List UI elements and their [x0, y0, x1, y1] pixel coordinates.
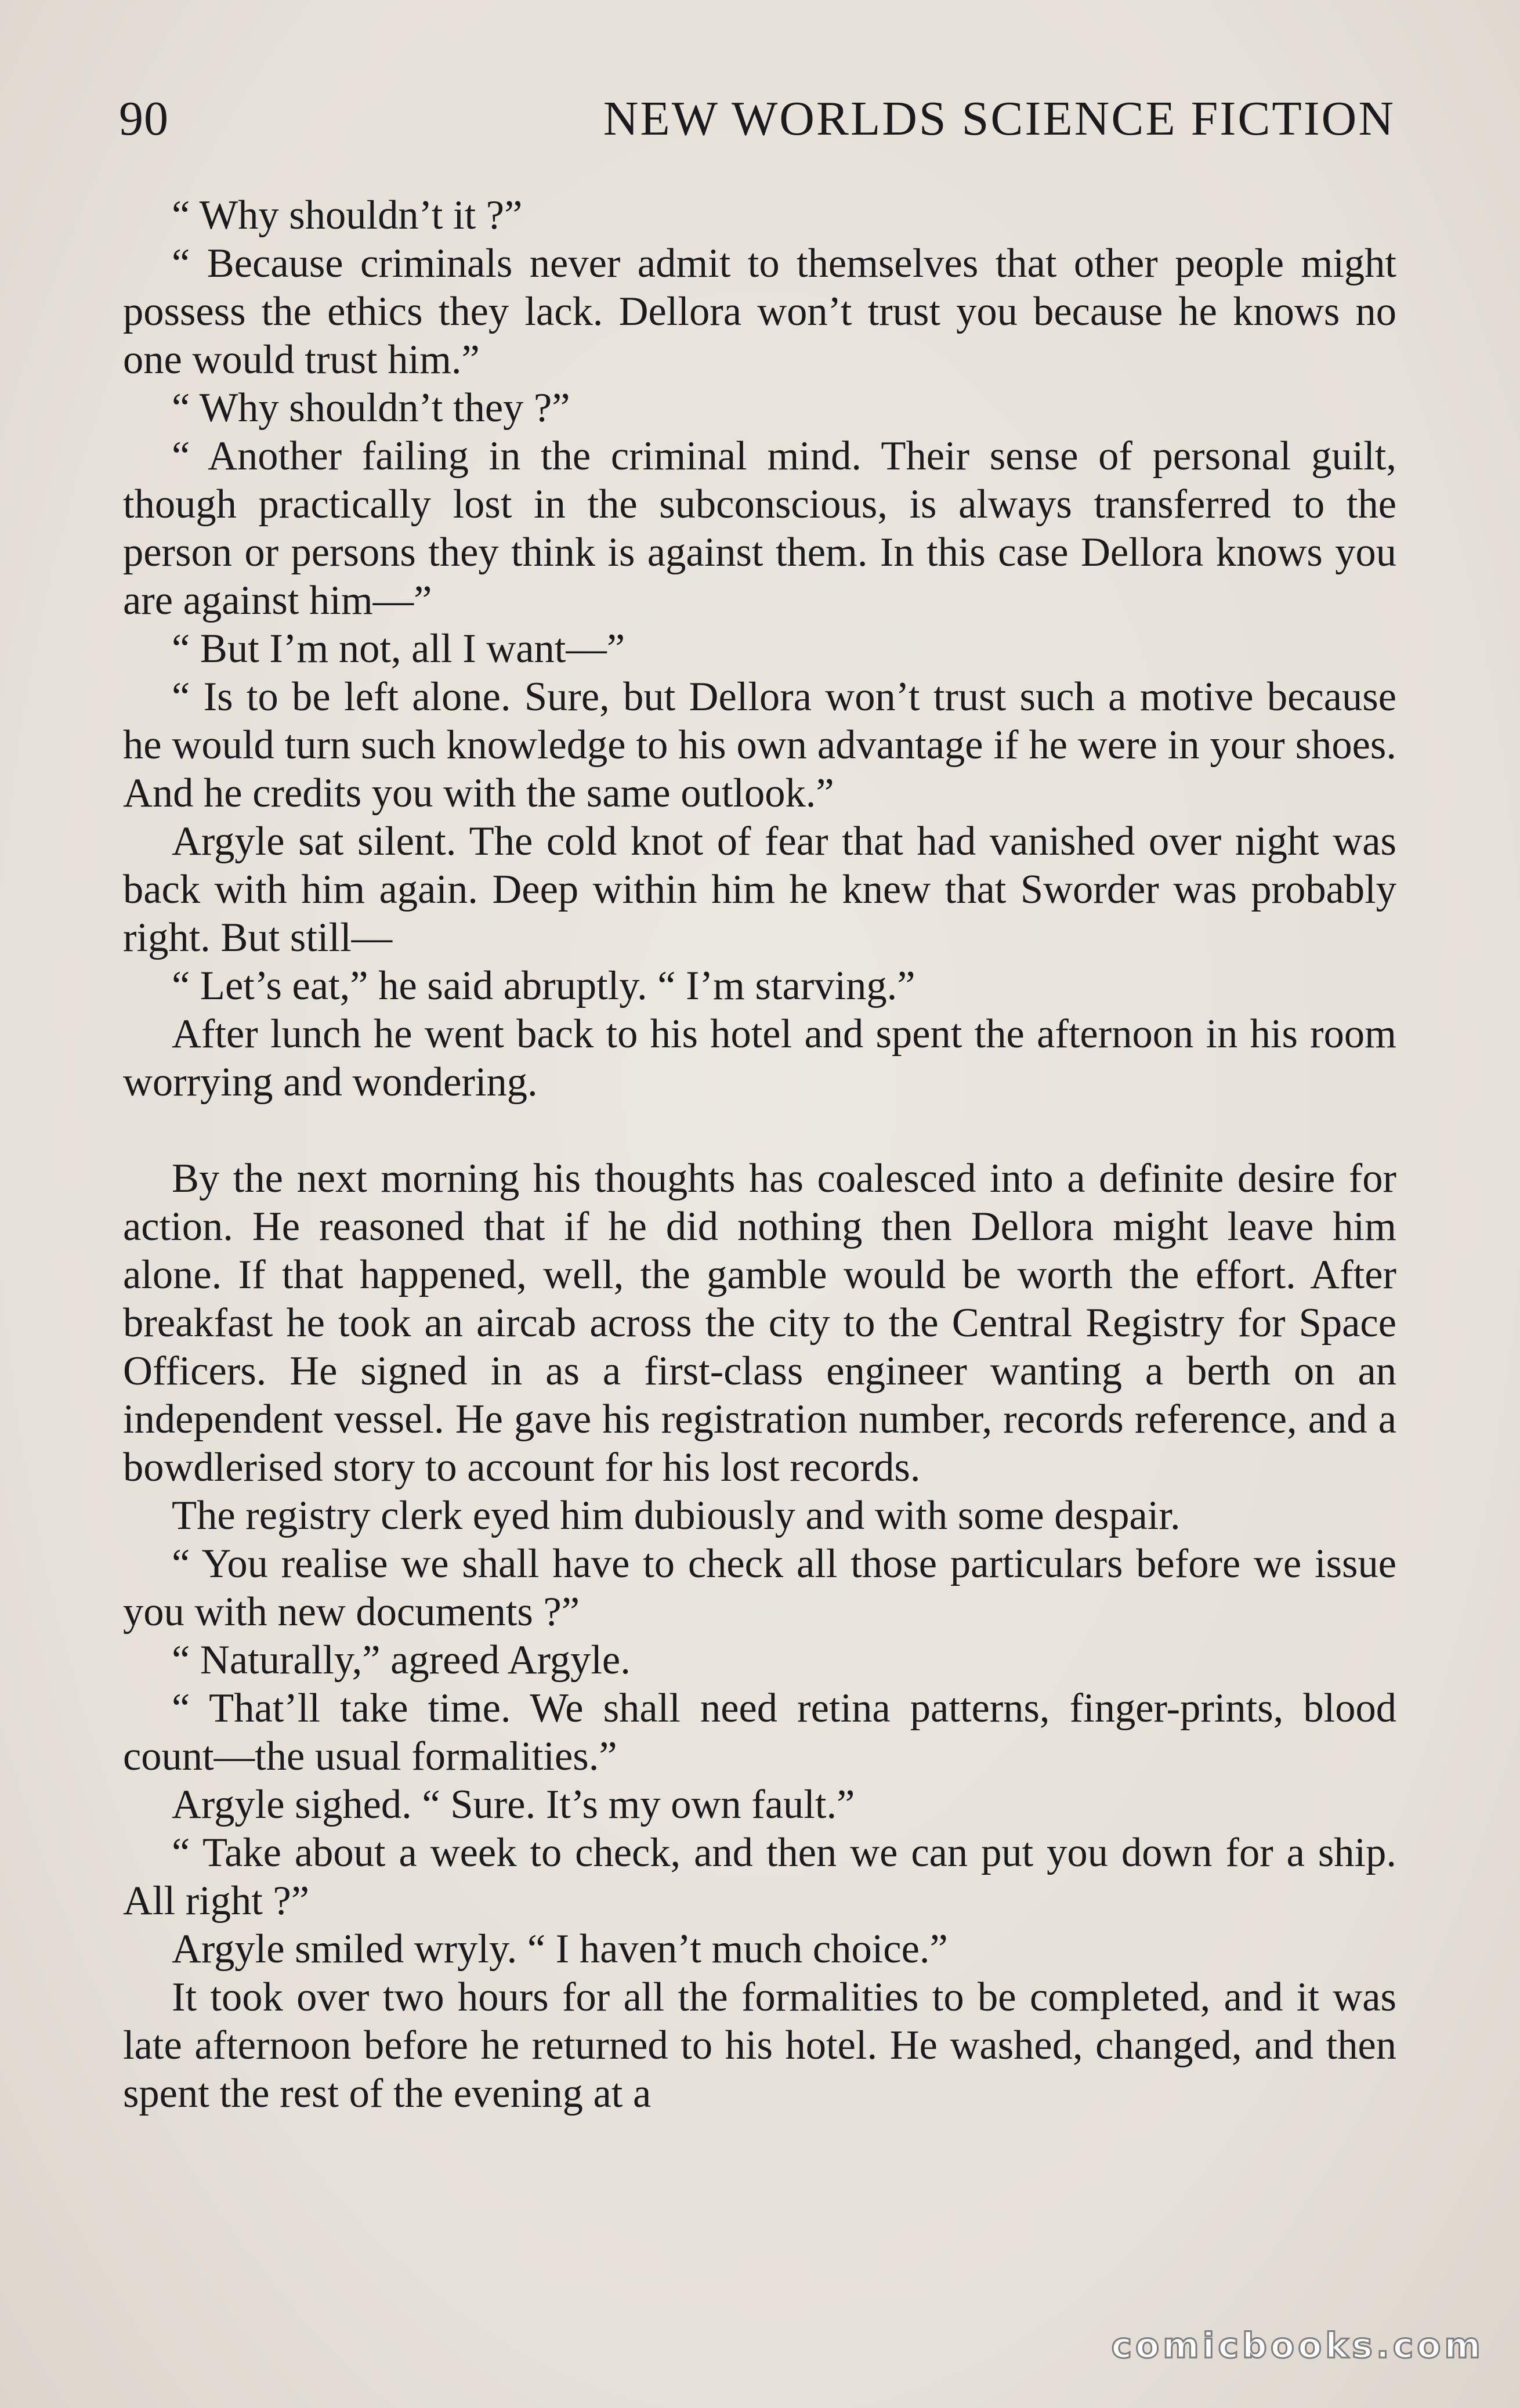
- body-text: [123, 191, 1396, 2118]
- paragraph: Argyle sighed. “ Sure. It’s my own fault.”: [172, 1782, 855, 1827]
- paragraph: The registry clerk eyed him dubiously and with some despair.: [172, 1493, 1181, 1538]
- paragraph: “ Let’s eat,” he said abruptly. “ I’m starving.”: [172, 963, 915, 1008]
- paragraph: “ Naturally,” agreed Argyle.: [172, 1637, 631, 1683]
- running-title: NEW WORLDS SCIENCE FICTION: [603, 92, 1395, 146]
- watermark: comicbooks.com: [1111, 2326, 1484, 2366]
- paragraph: “ Why shouldn’t it ?”: [172, 193, 523, 238]
- paragraph: It took over two hours for all the formalities to be completed, and it was late afternoon before he returned to his hotel. He washed, changed, and then spent the rest of the evening at a: [123, 1975, 1396, 2116]
- paragraph: “ You realise we shall have to check all those particulars before we issue you with new documents ?”: [123, 1541, 1396, 1635]
- paragraph: By the next morning his thoughts has coalesced into a definite desire for action. He reasoned that if he did nothing then Dellora might leave him alone. If that happened, well, the gamble would be worth the effort. After breakfast he took an aircab across the city to the Central Registry for Space Officers. He signed in as a first-class engineer wanting a berth on an independent vessel. He gave his registration number, records reference, and a bowdlerised story to account for his lost records.: [123, 1156, 1396, 1490]
- page-number: 90: [119, 92, 169, 146]
- paragraph: “ But I’m not, all I want—”: [172, 626, 625, 671]
- paragraph: Argyle sat silent. The cold knot of fear that had vanished over night was back with him again. Deep within him he knew that Sworder was probably right. But still—: [123, 819, 1396, 960]
- paragraph: Argyle smiled wryly. “ I haven’t much choice.”: [172, 1926, 948, 1972]
- paragraph: “ That’ll take time. We shall need retina patterns, finger-prints, blood count—the usual formalities.”: [123, 1686, 1396, 1779]
- paragraph: “ Take about a week to check, and then we can put you down for a ship. All right ?”: [123, 1830, 1396, 1923]
- page-header: [119, 87, 1395, 151]
- paragraph: “ Is to be left alone. Sure, but Dellora won’t trust such a motive because he would turn such knowledge to his own advantage if he were in your shoes. And he credits you with the same outlook.”: [123, 674, 1396, 816]
- section-break: [123, 1107, 1396, 1155]
- paragraph: “ Because criminals never admit to themselves that other people might possess the ethics they lack. Dellora won’t trust you because he knows no one would trust him.”: [123, 241, 1396, 382]
- paragraph: “ Why shouldn’t they ?”: [172, 385, 570, 431]
- paragraph: After lunch he went back to his hotel and spent the afternoon in his room worrying and wondering.: [123, 1011, 1396, 1105]
- paragraph: “ Another failing in the criminal mind. Their sense of personal guilt, though practically lost in the subconscious, is always transferred to the person or persons they think is against them. In this case Dellora knows you are against him—”: [123, 433, 1396, 623]
